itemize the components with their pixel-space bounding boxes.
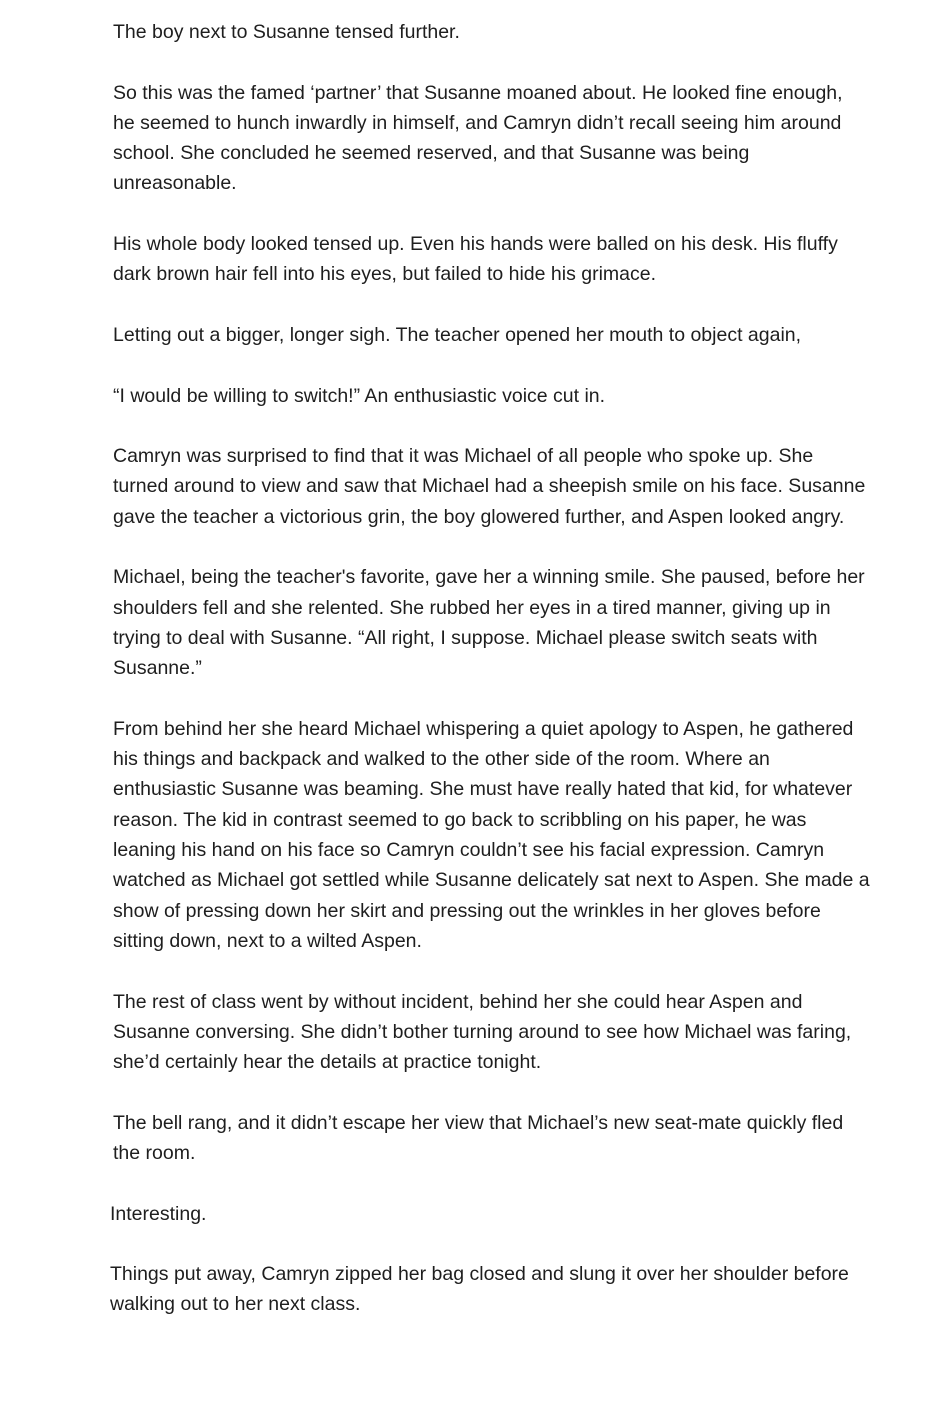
paragraph: Interesting.: [110, 1202, 207, 1225]
paragraph: His whole body looked tensed up. Even his hands were balled on his desk. His fluffy dark brown hair fell into his eyes, but failed to hide his grimace.: [113, 233, 838, 286]
document-body: [110, 17, 873, 1350]
paragraph: Letting out a bigger, longer sigh. The teacher opened her mouth to object again,: [113, 323, 802, 346]
paragraph: Michael, being the teacher's favorite, gave her a winning smile. She paused, before her shoulders fell and she relented. She rubbed her eyes in a tired manner, giving up in trying to deal with Susanne. “All right, I suppose. Michael please switch seats with Susanne.”: [113, 566, 865, 680]
paragraph: Things put away, Camryn zipped her bag closed and slung it over her shoulder before walking out to her next class.: [110, 1263, 849, 1316]
paragraph: Camryn was surprised to find that it was Michael of all people who spoke up. She turned around to view and saw that Michael had a sheepish smile on his face. Susanne gave the teacher a victorious grin, the boy glowered further, and Aspen looked angry.: [113, 445, 866, 528]
paragraph: The bell rang, and it didn’t escape her view that Michael’s new seat-mate quickly fled the room.: [113, 1111, 844, 1164]
paragraph: The rest of class went by without incident, behind her she could hear Aspen and Susanne conversing. She didn’t bother turning around to see how Michael was faring, she’d certainly hear the details at practice tonight.: [113, 990, 852, 1074]
paragraph: So this was the famed ‘partner’ that Susanne moaned about. He looked fine enough, he seemed to hunch inwardly in himself, and Camryn didn’t recall seeing him around school. She concluded he seemed reserved, and that Susanne was being unreasonable.: [113, 81, 865, 195]
paragraph: The boy next to Susanne tensed further.: [113, 21, 460, 43]
paragraph: From behind her she heard Michael whispering a quiet apology to Aspen, he gathered his things and backpack and walked to the other side of the room. Where an enthusiastic Susanne was beaming. She must have really hated that kid, for whatever reason. The kid in contrast seemed to go back to scribbling on his paper, he was leaning his hand on his face so Camryn couldn’t see his facial expression. Camryn watched as Michael got settled while Susanne delicately sat next to Aspen. She made a show of pressing down her skirt and pressing out the wrinkles in her gloves before sitting down, next to a wilted Aspen.: [113, 717, 870, 952]
paragraph: “I would be willing to switch!” An enthusiastic voice cut in.: [113, 384, 606, 407]
